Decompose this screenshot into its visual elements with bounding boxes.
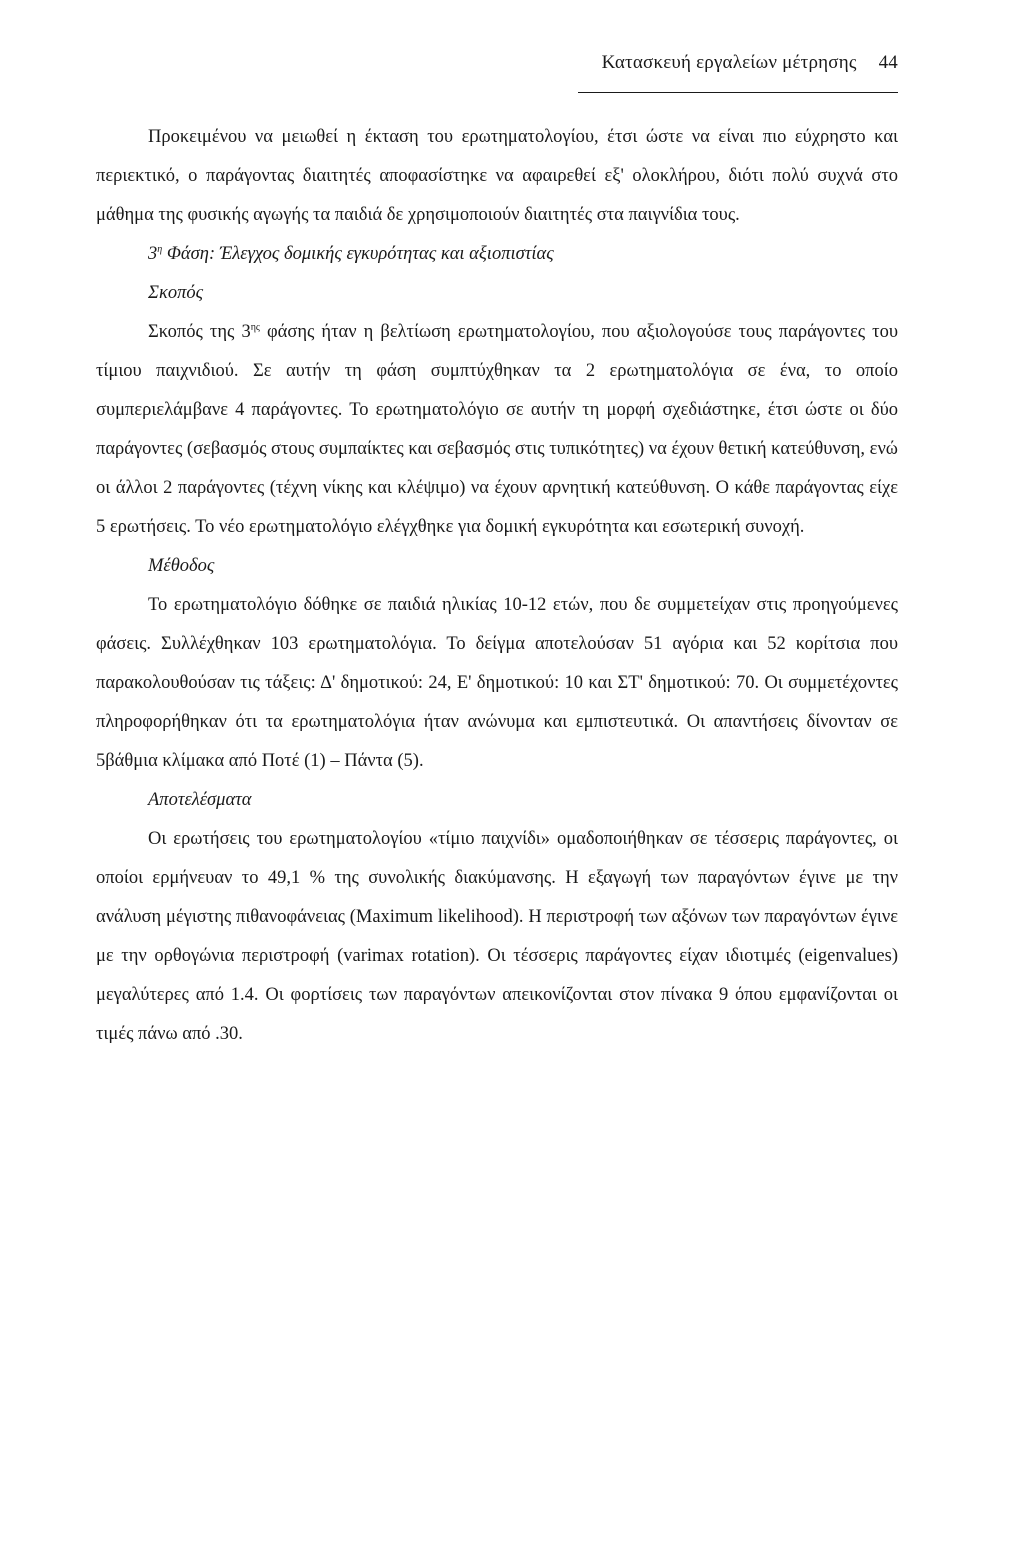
intro-paragraph: Προκειμένου να μειωθεί η έκταση του ερωτηματολογίου, έτσι ώστε να είναι πιο εύχρηστο και περιεκτικό, ο παράγοντας διαιτητές αποφασίστηκε να αφαιρεθεί εξ' ολοκλήρου, διότι πολύ συχνά στο μάθημα της φυσικής αγωγής τα παιδιά δε χρησιμοποιούν διαιτητές στα παιγνίδια τους. xyxy=(96,127,898,225)
page-number: 44 xyxy=(878,52,898,73)
phase-heading xyxy=(96,235,898,274)
method-title: Μέθοδος xyxy=(148,556,215,576)
running-header xyxy=(602,52,898,74)
phase-heading-text: Φάση: Έλεγχος δομικής εγκυρότητας και αξιοπιστίας xyxy=(162,244,554,264)
main-content xyxy=(96,118,898,1054)
method-paragraph: Το ερωτηματολόγιο δόθηκε σε παιδιά ηλικίας 10-12 ετών, που δε συμμετείχαν στις προηγούμενες φάσεις. Συλλέχθηκαν 103 ερωτηματολόγια. Το δείγμα αποτελούσαν 51 αγόρια και 52 κορίτσια που παρακολουθούσαν τις τάξεις: Δ' δημοτικού: 24, Ε' δημοτικού: 10 και ΣΤ' δημοτικού: 70. Οι συμμετέχοντες πληροφορήθηκαν ότι τα ερωτηματολόγια ήταν ανώνυμα και εμπιστευτικά. Οι απαντήσεις δίνονταν σε 5βάθμια κλίμακα από Ποτέ (1) – Πάντα (5). xyxy=(96,595,898,771)
aim-lead: Σκοπός της 3 xyxy=(148,322,251,342)
aim-ordinal-suffix: ης xyxy=(250,321,260,333)
phase-ordinal-suffix: η xyxy=(157,243,163,255)
results-title: Αποτελέσματα xyxy=(148,790,252,810)
phase-number: 3 xyxy=(148,244,158,264)
aim-text: φάσης ήταν η βελτίωση ερωτηματολογίου, που αξιολογούσε τους παράγοντες του τίμιου παιχνιδιού. Σε αυτήν τη φάση συμπτύχθηκαν τα 2 ερωτηματολόγια σε ένα, το οποίο συμπεριελάμβανε 4 παράγοντες. Το ερωτηματολόγιο σε αυτήν τη μορφή σχεδιάστηκε, έτσι ώστε οι δύο παράγοντες (σεβασμός στους συμπαίκτες και σεβασμός στις τυπικότητες) να έχουν θετική κατεύθυνση, ενώ οι άλλοι 2 παράγοντες (τέχνη νίκης και κλέψιμο) να έχουν αρνητική κατεύθυνση. Ο κάθε παράγοντας είχε 5 ερωτήσεις. Το νέο ερωτηματολόγιο ελέγχθηκε για δομική εγκυρότητα και εσωτερική συνοχή. xyxy=(96,322,898,537)
results-paragraph: Οι ερωτήσεις του ερωτηματολογίου «τίμιο παιχνίδι» ομαδοποιήθηκαν σε τέσσερις παράγοντες, οι οποίοι ερμήνευαν το 49,1 % της συνολικής διακύμανσης. Η εξαγωγή των παραγόντων έγινε με την ανάλυση μέγιστης πιθανοφάνειας (Maximum likelihood). Η περιστροφή των αξόνων των παραγόντων έγινε με την ορθογώνια περιστροφή (varimax rotation). Οι τέσσερις παράγοντες είχαν ιδιοτιμές (eigenvalues) μεγαλύτερες από 1.4. Οι φορτίσεις των παραγόντων απεικονίζονται στον πίνακα 9 όπου εμφανίζονται οι τιμές πάνω από .30. xyxy=(96,829,898,1044)
header-title: Κατασκευή εργαλείων μέτρησης xyxy=(601,52,857,73)
aim-title: Σκοπός xyxy=(148,283,204,303)
header-rule xyxy=(578,92,898,93)
aim-paragraph xyxy=(96,313,898,547)
